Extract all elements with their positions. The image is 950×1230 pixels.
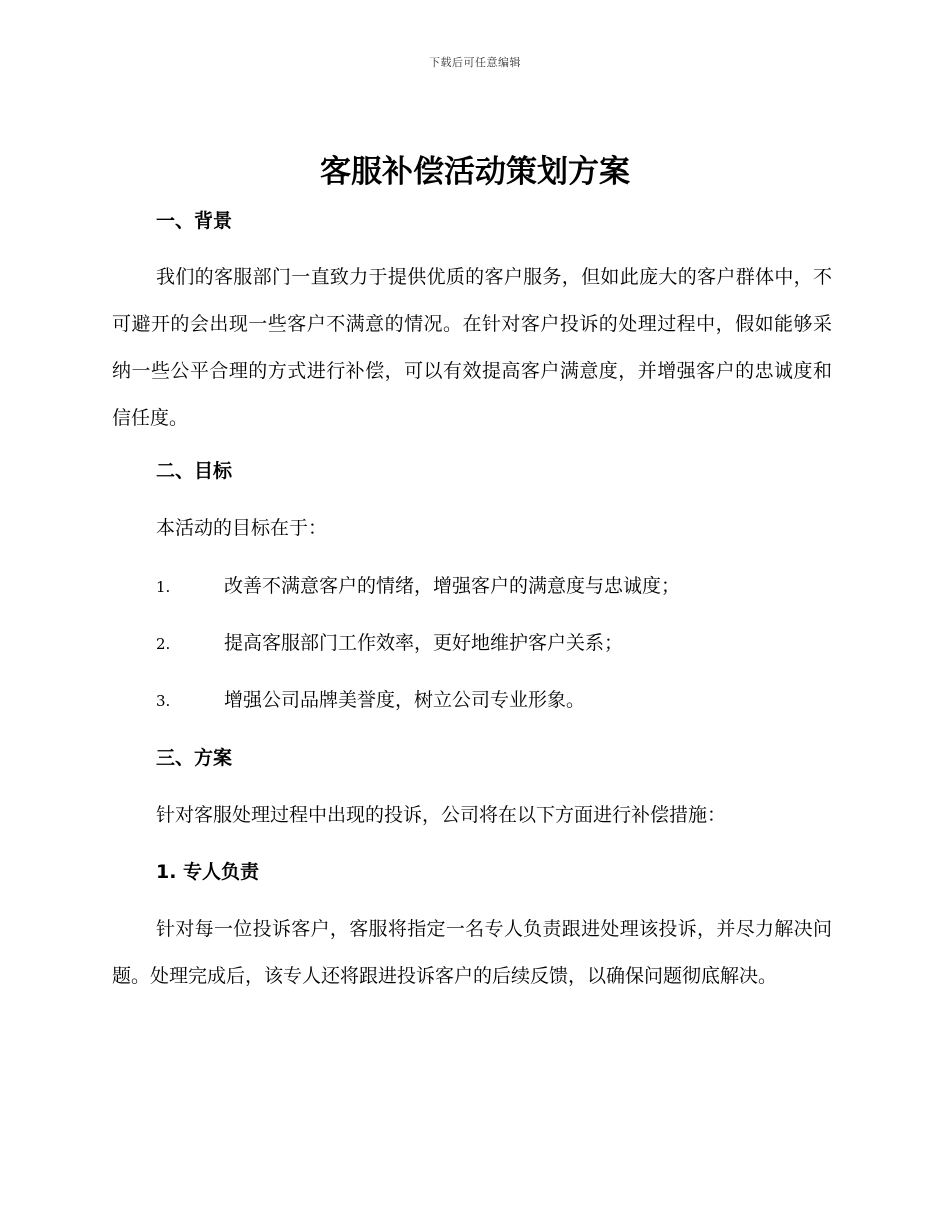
page-title: 客服补偿活动策划方案 <box>320 154 630 190</box>
header-note: 下载后可任意编辑 <box>429 56 521 69</box>
list-number: 2. <box>156 635 171 653</box>
section-heading-plan: 三、方案 <box>156 747 233 769</box>
background-paragraph: 我们的客服部门一直致力于提供优质的客户服务，但如此庞大的客户群体中，不可避开的会出现一些客户不满意的情况。在针对客户投诉的处理过程中，假如能够采纳一些公平合理的方式进行补偿，可以有效提高客户满意度，并增强客户的忠诚度和信任度。 <box>112 266 832 429</box>
list-number: 1. <box>156 578 171 596</box>
list-item <box>156 630 623 657</box>
list-text: 增强公司品牌美誉度，树立公司专业形象。 <box>224 689 586 711</box>
section-heading-background: 一、背景 <box>156 210 233 232</box>
dedicated-staff-paragraph: 针对每一位投诉客户，客服将指定一名专人负责跟进处理该投诉，并尽力解决问题。处理完成后，该专人还将跟进投诉客户的后续反馈，以确保问题彻底解决。 <box>112 918 832 987</box>
list-number: 3. <box>156 692 171 710</box>
list-item <box>156 573 680 600</box>
section-heading-goal: 二、目标 <box>156 460 233 482</box>
plan-intro: 针对客服处理过程中出现的投诉，公司将在以下方面进行补偿措施： <box>156 804 727 826</box>
list-text: 提高客服部门工作效率，更好地维护客户关系； <box>224 632 624 654</box>
subsection-heading-dedicated-staff: 1. 专人负责 <box>156 861 260 883</box>
list-text: 改善不满意客户的情绪，增强客户的满意度与忠诚度； <box>224 575 681 597</box>
list-item <box>156 687 585 714</box>
goal-intro: 本活动的目标在于： <box>156 517 328 539</box>
